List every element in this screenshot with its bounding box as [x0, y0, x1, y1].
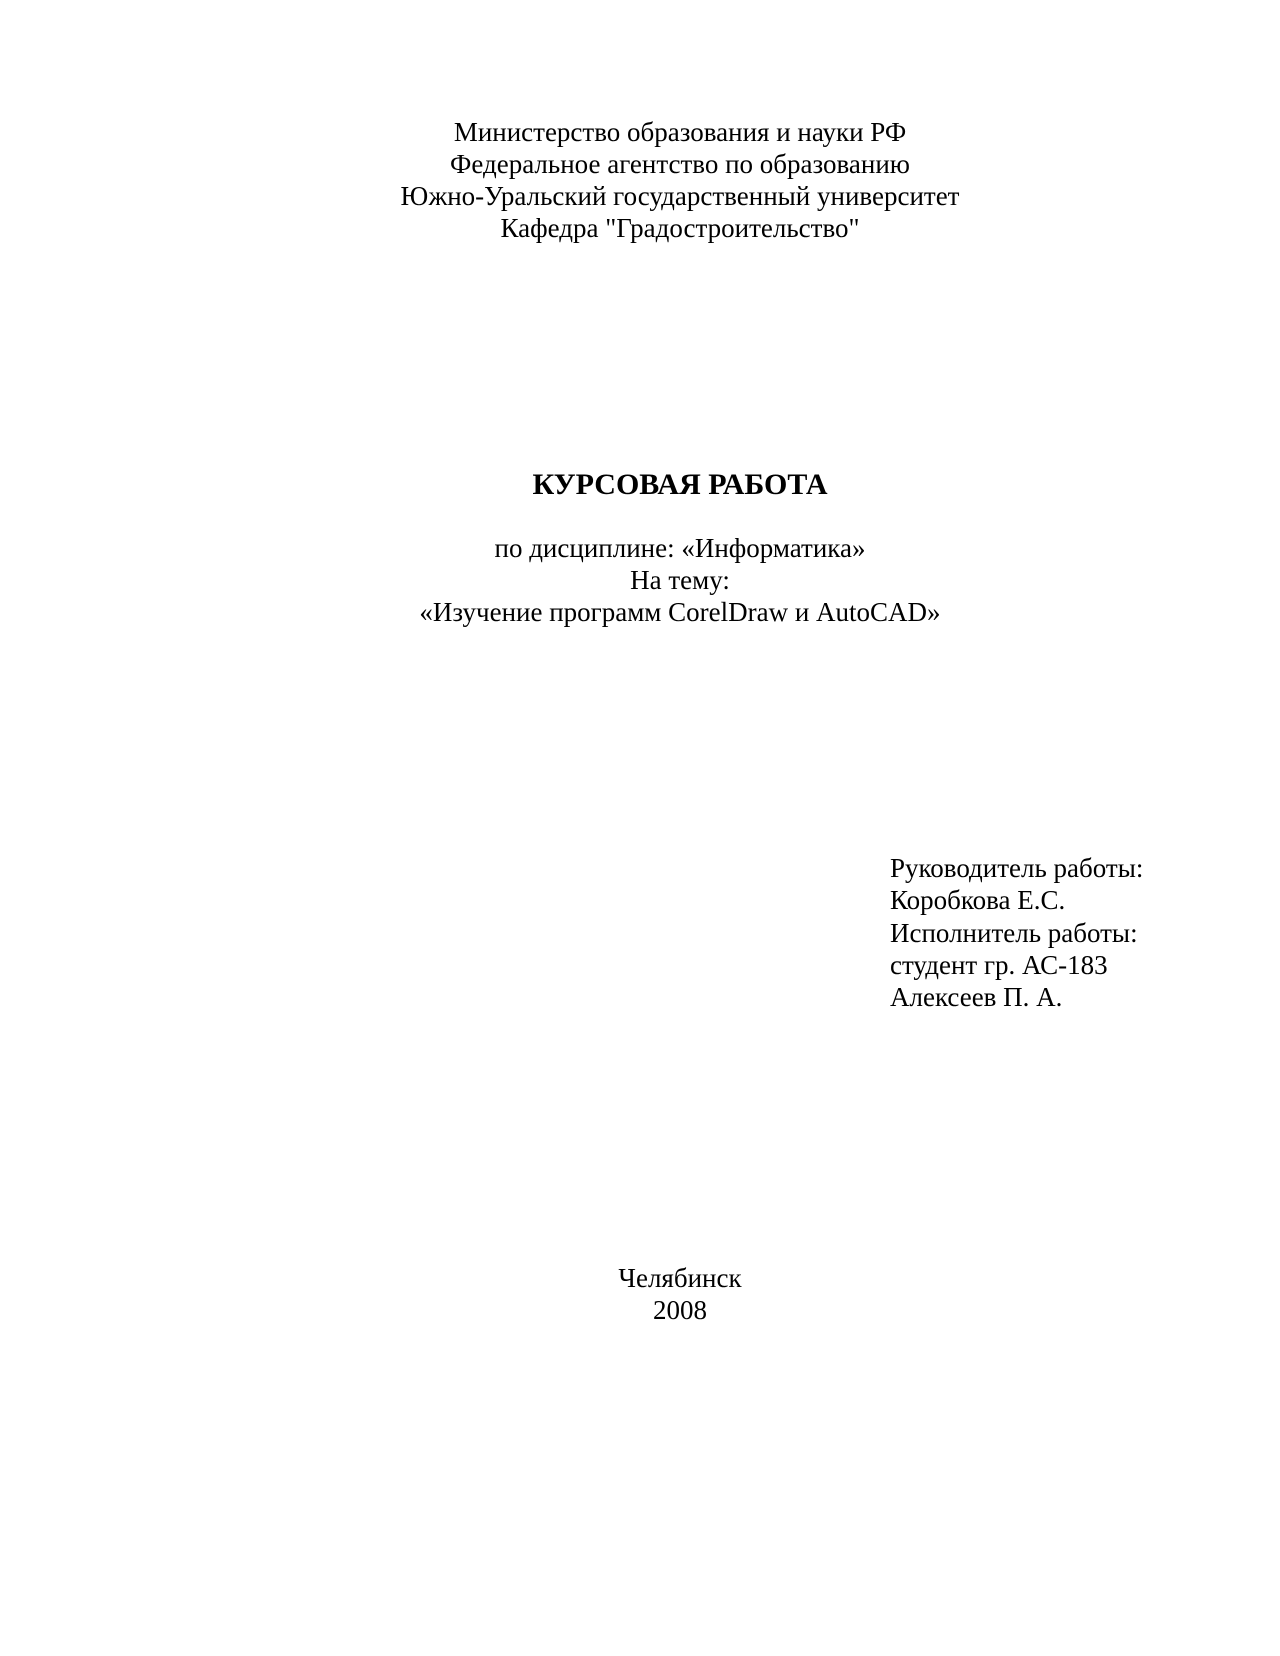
agency-line: Федеральное агентство по образованию: [450, 149, 910, 179]
university-line: Южно-Уральский государственный университет: [400, 181, 960, 211]
year-line: 2008: [653, 1295, 707, 1325]
performer-name: Алексеев П. А.: [890, 982, 1063, 1012]
ministry-line: Министерство образования и науки РФ: [453, 117, 907, 147]
topic-label: На тему:: [630, 565, 730, 595]
performer-group: студент гр. АС-183: [890, 950, 1108, 980]
topic-line: «Изучение программ CorelDraw и AutoCAD»: [419, 597, 941, 627]
discipline-line: по дисциплине: «Информатика»: [494, 533, 866, 563]
document-title: КУРСОВАЯ РАБОТА: [532, 468, 828, 501]
supervisor-label: Руководитель работы:: [890, 853, 1144, 883]
performer-label: Исполнитель работы:: [890, 918, 1138, 948]
city-line: Челябинск: [618, 1263, 742, 1293]
department-line: Кафедра "Градостроительство": [500, 213, 860, 243]
supervisor-name: Коробкова Е.С.: [890, 885, 1066, 915]
